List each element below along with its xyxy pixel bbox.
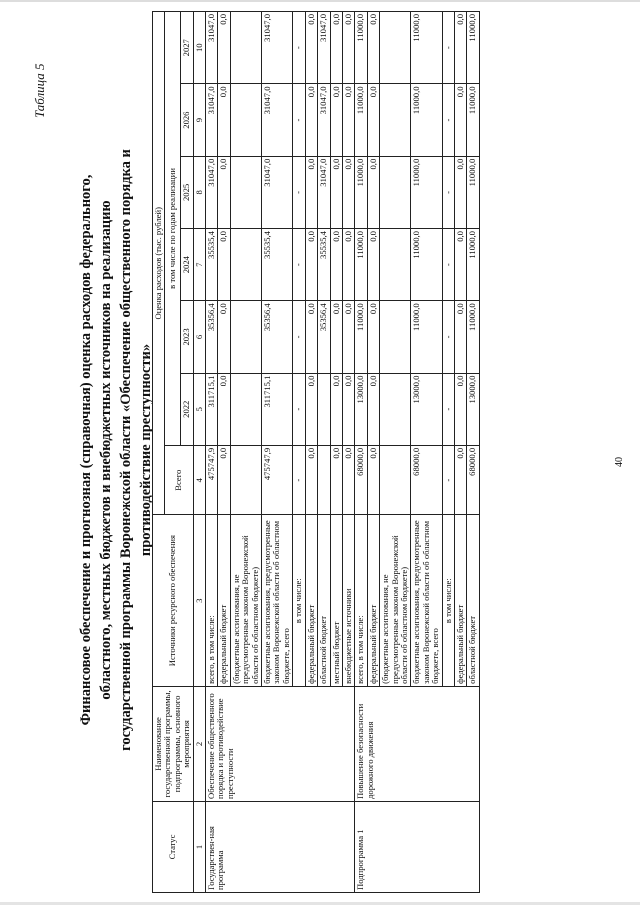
total-value-cell (318, 445, 330, 515)
source-cell: федеральный бюджет (218, 515, 230, 686)
column-number: 2 (193, 686, 205, 801)
source-cell: федеральный бюджет (367, 515, 379, 686)
year-value-cell: - (293, 12, 305, 84)
year-value-cell (380, 156, 411, 228)
table-body (206, 12, 480, 893)
year-value-cell: 0,0 (218, 84, 230, 156)
total-value-cell: 68000,0 (467, 445, 479, 515)
year-value-cell: 11000,0 (355, 12, 367, 84)
year-value-cell: 13000,0 (411, 373, 442, 445)
year-value-cell: 0,0 (367, 84, 379, 156)
year-value-cell: 35535,4 (318, 229, 330, 301)
year-value-cell: 311715,1 (262, 373, 293, 445)
year-value-cell: 0,0 (305, 373, 317, 445)
source-cell: бюджетные ассигнования, предусмотренные законом Воронежской области об областном бюджете, всего (262, 515, 293, 686)
source-cell: федеральный бюджет (454, 515, 466, 686)
year-value-cell: 31047,0 (318, 84, 330, 156)
year-value-cell: 0,0 (330, 12, 342, 84)
year-value-cell: 0,0 (330, 301, 342, 373)
year-value-cell: 0,0 (454, 373, 466, 445)
total-value-cell: 0,0 (218, 445, 230, 515)
program-name-cell: Обеспечение общественного порядка и противодействие преступности (206, 686, 355, 801)
year-value-cell: 0,0 (330, 84, 342, 156)
table-label: Таблица 5 (32, 63, 47, 118)
year-value-cell: 31047,0 (318, 12, 330, 84)
year-value-cell: 35356,4 (206, 301, 218, 373)
header-estimate: Оценка расходов (тыс. рублей) (153, 12, 165, 515)
year-value-cell (230, 301, 261, 373)
year-value-cell (230, 373, 261, 445)
table-row (206, 12, 218, 893)
source-cell: областной бюджет (318, 515, 330, 686)
header-year: 2026 (181, 84, 193, 156)
year-value-cell: 0,0 (367, 229, 379, 301)
column-number-row (193, 12, 205, 893)
year-value-cell (380, 301, 411, 373)
year-value-cell: 11000,0 (467, 301, 479, 373)
year-value-cell: - (293, 373, 305, 445)
year-value-cell (380, 12, 411, 84)
year-value-cell: 0,0 (305, 301, 317, 373)
source-cell: всего, в том числе: (206, 515, 218, 686)
year-value-cell: 0,0 (330, 229, 342, 301)
total-value-cell (230, 445, 261, 515)
year-value-cell: 0,0 (330, 156, 342, 228)
year-value-cell: - (442, 156, 454, 228)
year-value-cell: 0,0 (367, 373, 379, 445)
year-value-cell (230, 229, 261, 301)
header-year: 2025 (181, 156, 193, 228)
year-value-cell: 11000,0 (467, 84, 479, 156)
year-value-cell: 0,0 (218, 12, 230, 84)
year-value-cell: 11000,0 (355, 84, 367, 156)
year-value-cell: - (442, 229, 454, 301)
source-cell: (бюджетные ассигнования, не предусмотренные законом Воронежской области об областном бюджете) (380, 515, 411, 686)
document-heading: Финансовое обеспечение и прогнозная (справочная) оценка расходов федерального, областного, местных бюджетов и внебюджетных источников на реализацию государственной программы Воронежской области «Обеспечение общественного порядка и противодействие преступности» (78, 149, 154, 751)
year-value-cell (380, 373, 411, 445)
year-value-cell: 0,0 (367, 301, 379, 373)
year-value-cell: 35356,4 (262, 301, 293, 373)
year-value-cell (230, 156, 261, 228)
year-value-cell: 0,0 (454, 84, 466, 156)
column-number: 5 (193, 373, 205, 445)
column-number: 8 (193, 156, 205, 228)
financial-table (152, 11, 480, 893)
year-value-cell: - (442, 301, 454, 373)
source-cell: в том числе: (442, 515, 454, 686)
year-value-cell: 13000,0 (467, 373, 479, 445)
total-value-cell: 0,0 (454, 445, 466, 515)
source-cell: областной бюджет (467, 515, 479, 686)
total-value-cell: 0,0 (330, 445, 342, 515)
year-value-cell: 0,0 (218, 373, 230, 445)
year-value-cell: 11000,0 (355, 229, 367, 301)
header-year: 2023 (181, 301, 193, 373)
column-number: 9 (193, 84, 205, 156)
year-value-cell: - (293, 156, 305, 228)
header-year: 2022 (181, 373, 193, 445)
year-value-cell: 0,0 (367, 12, 379, 84)
year-value-cell (380, 84, 411, 156)
total-value-cell: 0,0 (367, 445, 379, 515)
year-value-cell: 11000,0 (411, 156, 442, 228)
column-number: 10 (193, 12, 205, 84)
total-value-cell: 0,0 (305, 445, 317, 515)
source-cell: местный бюджет (330, 515, 342, 686)
year-value-cell: 31047,0 (206, 12, 218, 84)
year-value-cell: 0,0 (454, 12, 466, 84)
year-value-cell: - (442, 12, 454, 84)
year-value-cell: 31047,0 (262, 84, 293, 156)
status-cell: Государствен-ная программа (206, 801, 355, 892)
total-value-cell: 68000,0 (411, 445, 442, 515)
year-value-cell (318, 373, 330, 445)
year-value-cell: 13000,0 (355, 373, 367, 445)
source-cell: федеральный бюджет (305, 515, 317, 686)
year-value-cell: 0,0 (218, 229, 230, 301)
column-number: 6 (193, 301, 205, 373)
source-cell: бюджетные ассигнования, предусмотренные законом Воронежской области об областном бюджете, всего (411, 515, 442, 686)
year-value-cell: 0,0 (305, 12, 317, 84)
total-value-cell: - (442, 445, 454, 515)
year-value-cell: 0,0 (342, 373, 354, 445)
page-number: 40 (614, 457, 625, 467)
year-value-cell (230, 84, 261, 156)
year-value-cell: - (293, 84, 305, 156)
year-value-cell: 11000,0 (355, 156, 367, 228)
header-year: 2027 (181, 12, 193, 84)
year-value-cell: - (293, 229, 305, 301)
year-value-cell: 31047,0 (262, 156, 293, 228)
total-value-cell: - (293, 445, 305, 515)
total-value-cell (380, 445, 411, 515)
year-value-cell: 11000,0 (467, 12, 479, 84)
year-value-cell: 0,0 (367, 156, 379, 228)
year-value-cell: 31047,0 (206, 156, 218, 228)
header-year: 2024 (181, 229, 193, 301)
year-value-cell: 35535,4 (262, 229, 293, 301)
year-value-cell: 0,0 (454, 229, 466, 301)
year-value-cell: - (442, 373, 454, 445)
column-number: 7 (193, 229, 205, 301)
year-value-cell: 0,0 (342, 156, 354, 228)
year-value-cell: 0,0 (218, 301, 230, 373)
column-number: 1 (193, 801, 205, 892)
year-value-cell: 31047,0 (206, 84, 218, 156)
header-source: Источники ресурсного обеспечения (153, 515, 194, 686)
header-by-years: в том числе по годам реализации (165, 12, 181, 446)
source-cell: в том числе: (293, 515, 305, 686)
total-value-cell: 68000,0 (355, 445, 367, 515)
source-cell: (бюджетные ассигнования, не предусмотренные законом Воронежской области об областном бюджете) (230, 515, 261, 686)
total-value-cell: 475747,9 (262, 445, 293, 515)
year-value-cell: - (442, 84, 454, 156)
total-value-cell: 475747,9 (206, 445, 218, 515)
year-value-cell: 11000,0 (467, 156, 479, 228)
header-status: Статус (153, 801, 194, 892)
year-value-cell: 311715,1 (206, 373, 218, 445)
year-value-cell: 35535,4 (206, 229, 218, 301)
year-value-cell: 0,0 (330, 373, 342, 445)
year-value-cell: 0,0 (342, 84, 354, 156)
year-value-cell: 0,0 (454, 301, 466, 373)
year-value-cell: 11000,0 (411, 84, 442, 156)
year-value-cell: 0,0 (305, 229, 317, 301)
source-cell: всего, в том числе: (355, 515, 367, 686)
year-value-cell: 11000,0 (467, 229, 479, 301)
year-value-cell: 11000,0 (411, 12, 442, 84)
year-value-cell: 11000,0 (411, 301, 442, 373)
table-row (355, 12, 367, 893)
source-cell: внебюджетные источники (342, 515, 354, 686)
year-value-cell: 0,0 (342, 12, 354, 84)
status-cell: Подпрограмма 1 (355, 801, 479, 892)
year-value-cell: 11000,0 (355, 301, 367, 373)
year-value-cell: 31047,0 (262, 12, 293, 84)
year-value-cell (230, 12, 261, 84)
year-value-cell: 0,0 (454, 156, 466, 228)
year-value-cell: 0,0 (342, 229, 354, 301)
year-value-cell: 0,0 (218, 156, 230, 228)
column-number: 4 (193, 445, 205, 515)
year-value-cell: 0,0 (342, 301, 354, 373)
column-number: 3 (193, 515, 205, 686)
year-value-cell: 11000,0 (411, 229, 442, 301)
year-value-cell: 0,0 (305, 156, 317, 228)
header-name: Наименование государственной программы, подпрограммы, основного мероприятия (153, 686, 194, 801)
total-value-cell: 0,0 (342, 445, 354, 515)
program-name-cell: Повышение безопасности дорожного движения (355, 686, 479, 801)
header-total: Всего (165, 445, 193, 515)
year-value-cell: 35356,4 (318, 301, 330, 373)
year-value-cell: - (293, 301, 305, 373)
year-value-cell: 31047,0 (318, 156, 330, 228)
year-value-cell: 0,0 (305, 84, 317, 156)
header-row-1 (153, 12, 165, 893)
year-value-cell (380, 229, 411, 301)
